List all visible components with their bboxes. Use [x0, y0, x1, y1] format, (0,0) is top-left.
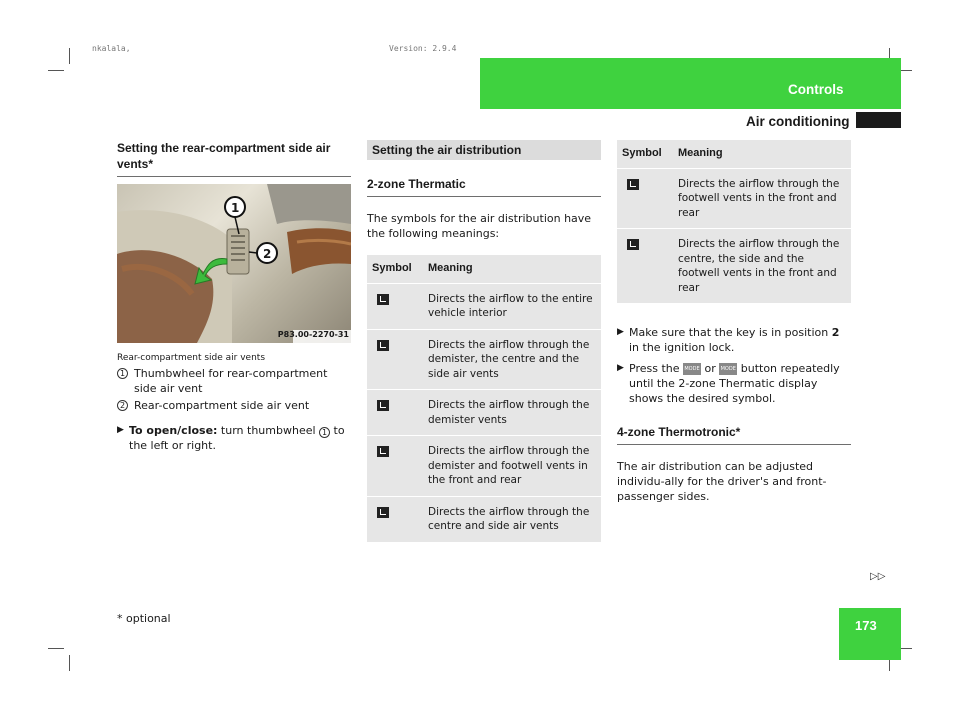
crop-mark	[48, 70, 64, 71]
continued-marker: ▷▷	[870, 571, 886, 582]
airflow-centre-side-footwell-icon	[627, 239, 639, 250]
step-text-b: to the left or right.	[129, 424, 345, 452]
airflow-centre-side-icon	[377, 507, 389, 518]
step-text	[129, 423, 351, 453]
section-tab-label: Controls	[788, 82, 844, 97]
instruction-step	[617, 361, 851, 406]
meaning-cell: Directs the airflow through the footwell vents in the front and rear	[673, 168, 851, 229]
sub-heading: 2-zone Thermatic	[367, 176, 601, 197]
chapter-title: Air conditioning	[746, 114, 850, 129]
photo-code: P83.00-2270-31	[277, 330, 349, 339]
table-row	[367, 329, 601, 390]
legend-number: 2	[117, 400, 128, 411]
photo-caption: Rear-compartment side air vents	[117, 353, 266, 363]
symbol-column-header: Symbol	[367, 255, 423, 283]
section-heading: Setting the rear-compartment side air vents*	[117, 140, 351, 177]
meaning-cell: Directs the airflow through the centre and side air vents	[423, 496, 601, 542]
table-row	[367, 496, 601, 542]
step-text-a: turn thumbwheel	[217, 424, 320, 437]
step-text-mid: or	[701, 362, 720, 375]
meaning-cell: Directs the airflow through the demister, the centre and the side air vents	[423, 329, 601, 390]
mode-up-button-icon: MODE	[683, 363, 701, 375]
intro-text: The symbols for the air distribution have the following meanings:	[367, 212, 592, 240]
table-row	[367, 436, 601, 497]
legend-item	[117, 398, 351, 413]
page-number-tab	[839, 608, 901, 660]
step-number: 1	[319, 427, 330, 438]
legend-item	[117, 366, 351, 396]
step-text	[629, 361, 851, 406]
step-arrow-icon: ▶	[617, 327, 624, 337]
table-row	[617, 168, 851, 229]
crop-mark	[69, 655, 70, 671]
legend-number: 1	[117, 368, 128, 379]
column-1	[117, 140, 351, 453]
meaning-cell: Directs the airflow through the demister vents	[423, 390, 601, 436]
step-text-b: button repeatedly until the 2-zone Thermatic display shows the desired symbol.	[629, 362, 840, 405]
step-text-a: Make sure that the key is in position	[629, 326, 832, 339]
airflow-demister-footwell-icon	[377, 446, 389, 457]
meaning-cell: Directs the airflow through the demister and footwell vents in the front and rear	[423, 436, 601, 497]
footnote: * optional	[117, 612, 171, 625]
meaning-cell: Directs the airflow through the centre, the side and the footwell vents in the front and rear	[673, 229, 851, 304]
symbol-table-continued	[617, 140, 851, 303]
legend-text: Rear-compartment side air vent	[134, 399, 310, 412]
meaning-column-header: Meaning	[673, 140, 851, 168]
symbol-column-header: Symbol	[617, 140, 673, 168]
step-arrow-icon: ▶	[617, 363, 624, 373]
table-row	[617, 229, 851, 304]
meta-version: Version: 2.9.4	[389, 44, 457, 53]
step-label: To open/close:	[129, 424, 218, 437]
instruction-step	[117, 423, 351, 453]
column-3	[617, 140, 851, 504]
sub-heading: 4-zone Thermotronic*	[617, 424, 851, 445]
symbol-table	[367, 255, 601, 542]
section-title-bar: Setting the air distribution	[367, 140, 601, 160]
rear-vent-photo	[117, 184, 351, 343]
page-number: 173	[855, 618, 877, 633]
airflow-entire-icon	[377, 294, 389, 305]
meta-author: nkalala,	[92, 44, 131, 53]
instruction-step	[617, 325, 851, 355]
paragraph: The air distribution can be adjusted individu-ally for the driver's and front-passenger sides.	[617, 460, 827, 503]
legend-text: Thumbwheel for rear-compartment side air vent	[134, 367, 328, 395]
crop-mark	[69, 48, 70, 64]
meaning-column-header: Meaning	[423, 255, 601, 283]
step-arrow-icon: ▶	[117, 425, 124, 435]
column-2	[367, 140, 601, 542]
airflow-footwell-icon	[627, 179, 639, 190]
airflow-demister-centre-side-icon	[377, 340, 389, 351]
step-text-a: Press the	[629, 362, 683, 375]
crop-mark	[48, 648, 64, 649]
mode-down-button-icon: MODE	[719, 363, 737, 375]
airflow-demister-icon	[377, 400, 389, 411]
step-text	[629, 325, 851, 355]
key-position: 2	[831, 326, 840, 339]
callout-1: 1	[231, 201, 240, 215]
step-text-b: in the ignition lock.	[629, 341, 735, 354]
table-row	[367, 283, 601, 329]
callout-2: 2	[263, 247, 272, 261]
meaning-cell: Directs the airflow to the entire vehicle interior	[423, 283, 601, 329]
table-row	[367, 390, 601, 436]
section-tab-marker	[856, 112, 901, 128]
